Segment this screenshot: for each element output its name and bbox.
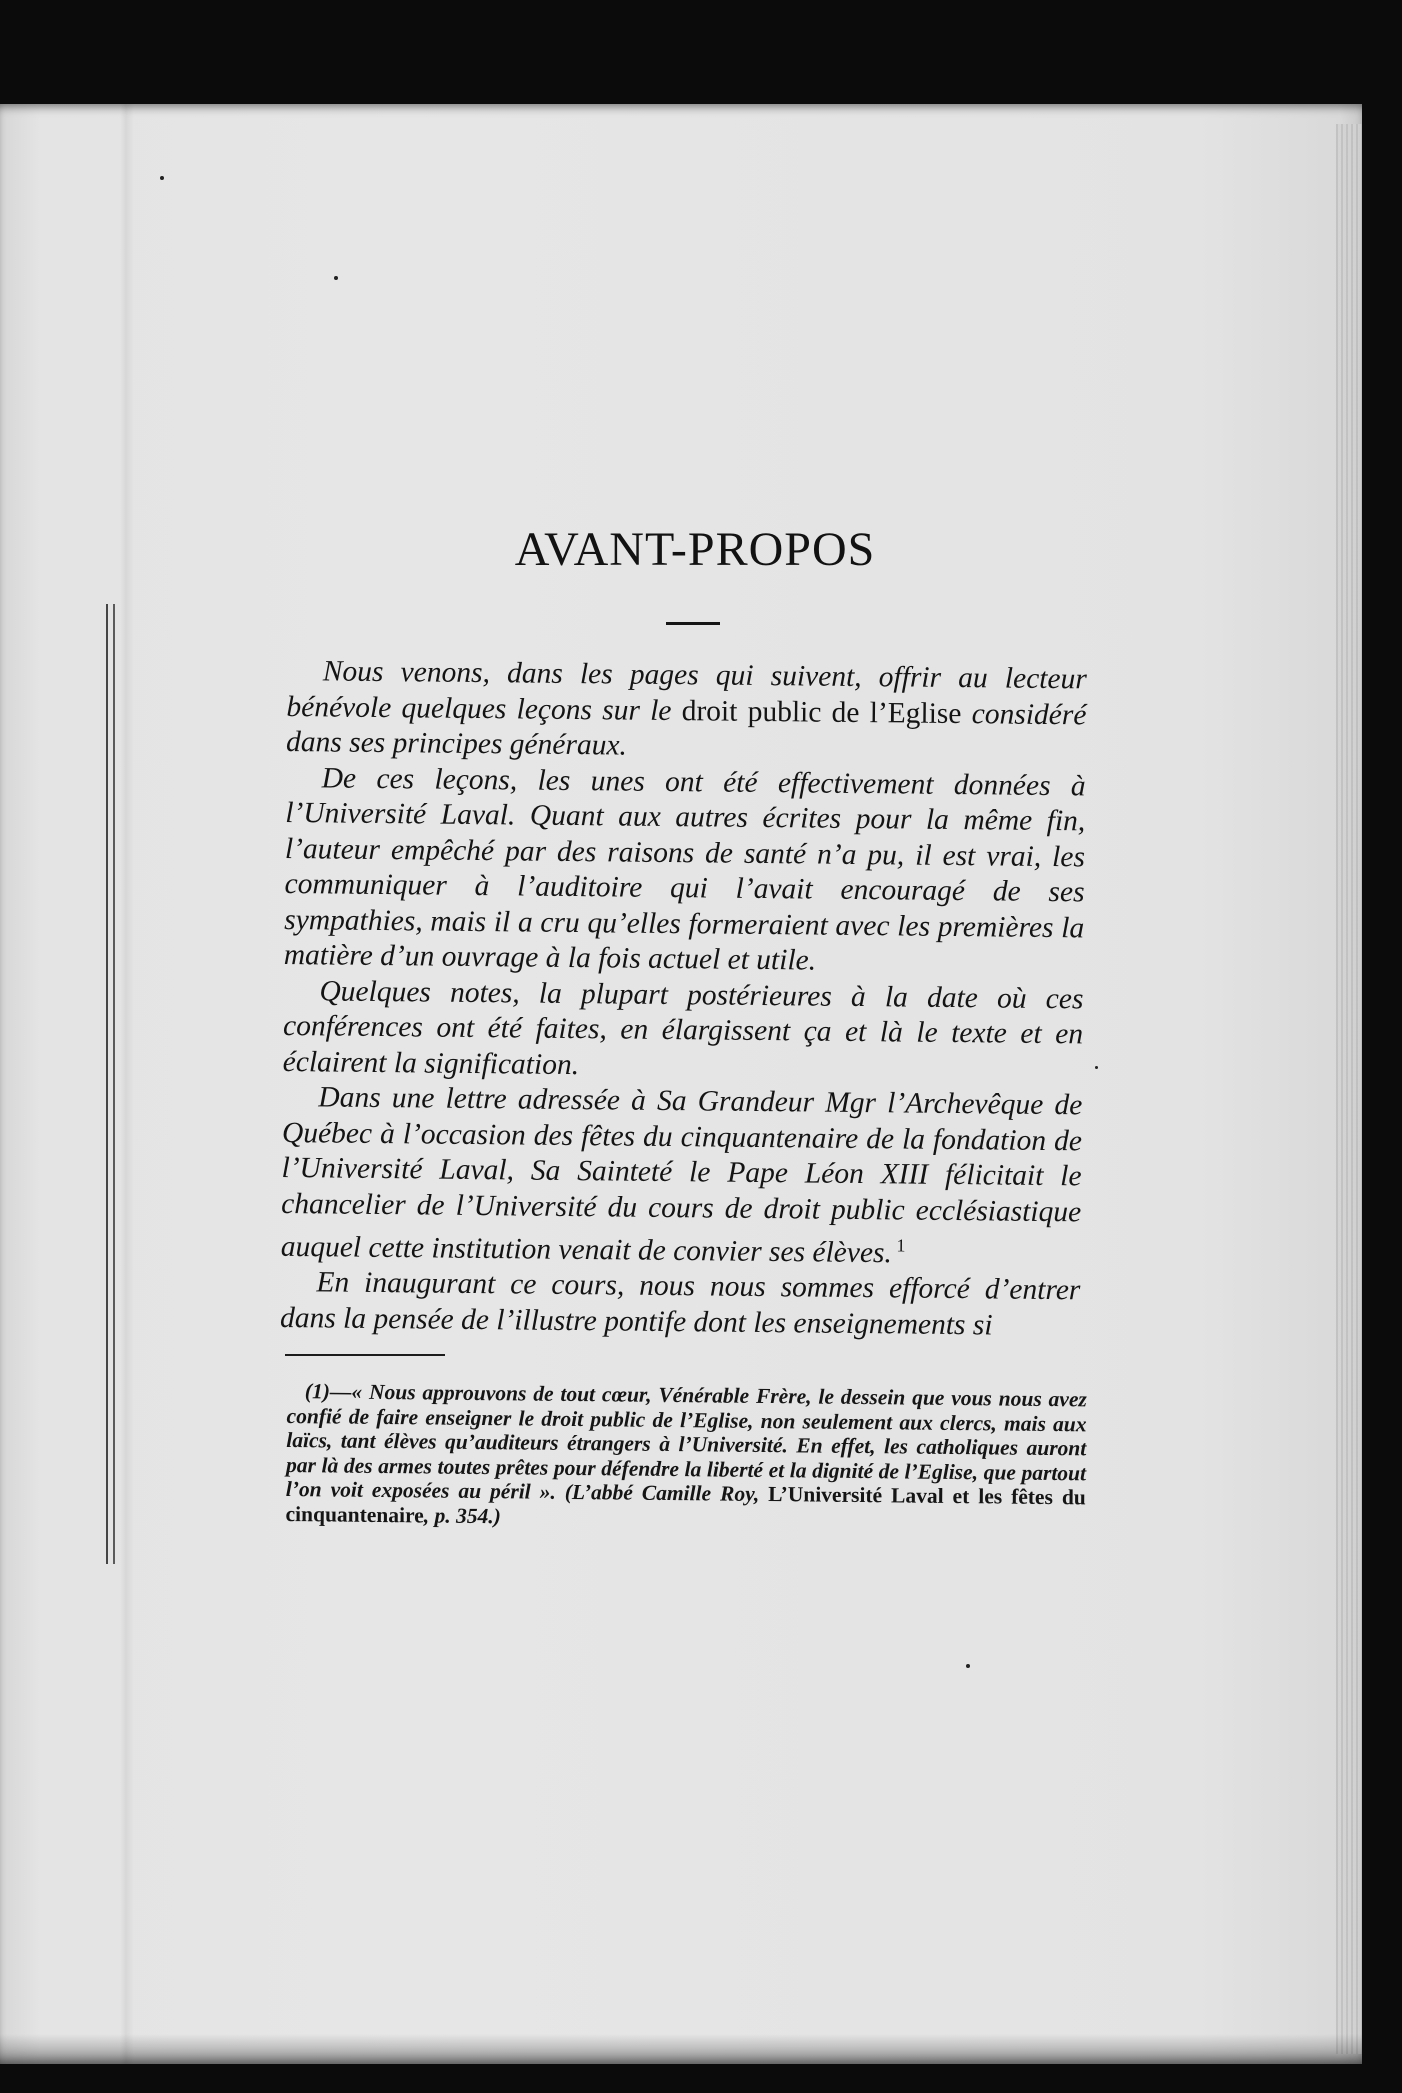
scan-speck	[1095, 1066, 1098, 1069]
paragraph-4-text: Dans une lettre adressée à Sa Grandeur Mgr l’Archevêque de Québec à l’occasion des fêtes du cinquantenaire de la fondation de l’Université Laval, Sa Sainteté le Pape Léon XIII félicitait le chancelier de l’Université du cours de droit public ecclésiastique auquel cette institution venait de convier ses élèves.	[280, 1081, 1083, 1270]
scan-speck	[334, 276, 338, 280]
footnote-part-3: , p. 354.)	[423, 1502, 501, 1528]
paragraph-4	[281, 1080, 1083, 1274]
paragraph-2	[284, 760, 1086, 981]
footnote-divider	[285, 1354, 445, 1356]
paragraph-1	[286, 654, 1087, 769]
paragraph-3-text: Quelques notes, la plupart postérieures à la date où ces conférences ont été faites, en élargissent ça et là le texte et en éclairent la signification.	[282, 974, 1084, 1081]
footnote-part-1: (1)—« Nous approuvons de tout cœur, Vénérable Frère, le dessein que vous nous avez confié de faire enseigner le droit public de l’Eglise, non seulement aux clercs, mais aux laïcs, tant élèves qu’auditeurs étrangers à l’Université. En effet, les catholiques auront par là des armes toutes prêtes pour défendre la liberté et la dignité de l’Eglise, que partout l’on voit exposées au péril ». (L’abbé Camille Roy,	[285, 1379, 1087, 1507]
paragraph-5-text: En inaugurant ce cours, nous nous sommes efforcé d’entrer dans la pensée de l’illustre pontife dont les enseignements si	[279, 1266, 1081, 1342]
footnote-book-title: L’Université Laval et les fêtes du cinquantenaire	[285, 1482, 1086, 1527]
page-edge-stack	[1336, 124, 1362, 2054]
paragraph-1-part-2: droit public de l’Eglise	[681, 694, 962, 730]
paragraph-1-part-3: considéré dans ses principes généraux.	[285, 697, 1087, 762]
title-divider	[666, 622, 720, 625]
scan-speck	[160, 176, 164, 180]
paragraph-1-part-1: Nous venons, dans les pages qui suivent, offrir au lecteur bénévole quelques leçons sur le	[286, 655, 1087, 727]
page-bottom-shadow	[0, 2034, 1362, 2064]
footnote-reference: 1	[891, 1235, 906, 1256]
body-text	[280, 654, 1087, 1345]
footnote	[285, 1379, 1086, 1534]
paragraph-5	[280, 1265, 1081, 1344]
page-title: AVANT-PROPOS	[514, 523, 876, 576]
paragraph-2-text: De ces leçons, les unes ont été effectivement données à l’Université Laval. Quant aux autres écrites pour la même fin, l’auteur empêché par des raisons de santé n’a pu, il est vrai, les communiquer à l’auditoire qui l’avait encouragé de ses sympathies, mais il a cru qu’elles formeraient avec les premières la matière d’un ouvrage à la fois actuel et utile.	[283, 761, 1086, 977]
binding-mark	[106, 604, 115, 1564]
paragraph-3	[283, 973, 1084, 1088]
page-gutter-shadow	[120, 104, 134, 2064]
scan-speck	[966, 1664, 970, 1668]
